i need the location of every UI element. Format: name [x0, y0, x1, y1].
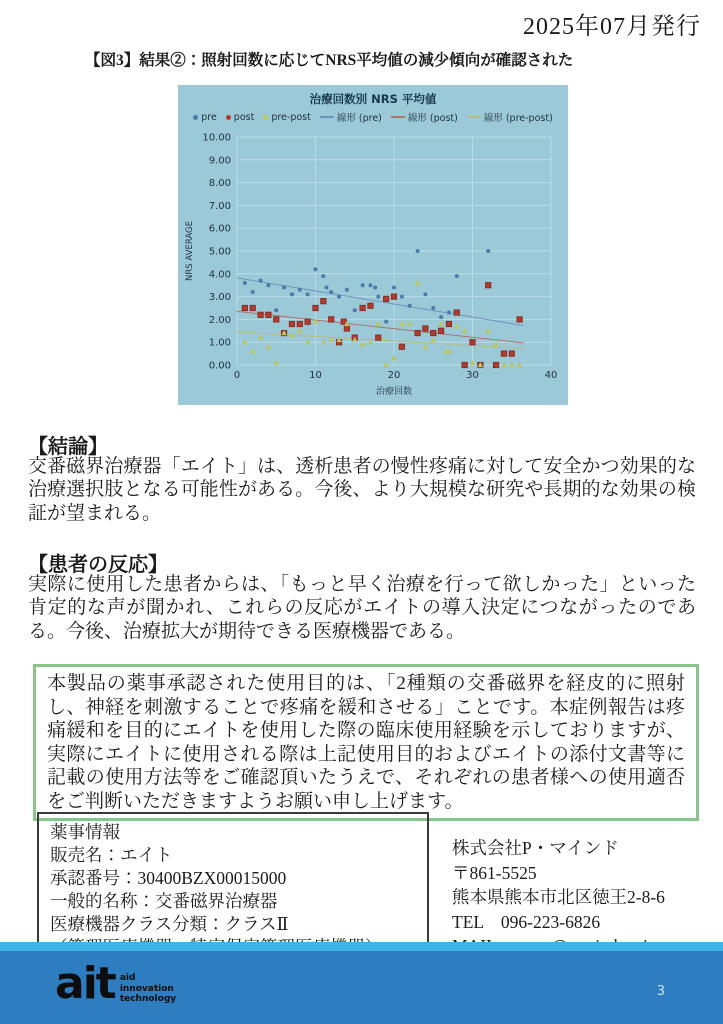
legend-label: post	[233, 111, 255, 123]
y-axis-title: NRS AVERAGE	[185, 220, 195, 282]
chart-point-pre-post	[266, 344, 272, 349]
chart-point-pre-post	[258, 335, 264, 340]
legend-marker-dot	[226, 115, 231, 120]
page-number: 3	[656, 984, 665, 999]
text-line: 医療機器クラス分類：クラスⅡ	[50, 914, 289, 935]
legend-item	[193, 112, 217, 123]
text-line: 熊本県熊本市北区徳王2-8-6	[452, 887, 665, 907]
chart-point-post	[486, 283, 491, 288]
chart-point-pre	[345, 288, 349, 292]
ait-logo	[55, 958, 177, 1009]
chart-point-pre	[321, 274, 325, 278]
text-line: 承認番号：30400BZX00015000	[50, 868, 287, 889]
chart-point-pre-post	[391, 355, 397, 360]
legend-label: 線形 (pre)	[336, 113, 382, 124]
figure-caption: 【図3】結果②：照射回数に応じてNRS平均値の減少傾向が確認された	[85, 52, 574, 69]
chart-point-post	[446, 321, 451, 326]
chart-point-post	[360, 305, 365, 310]
y-tick-label: 0.00	[208, 360, 231, 372]
text-line: innovation	[119, 983, 174, 994]
legend-marker-line	[391, 116, 405, 118]
legend-marker-dot	[263, 115, 268, 120]
y-tick-label: 8.00	[208, 178, 231, 190]
legend-label: 線形 (pre-post)	[483, 113, 553, 124]
legend-item	[467, 110, 553, 124]
y-tick-label: 2.00	[208, 314, 231, 326]
y-tick-label: 7.00	[208, 200, 231, 212]
chart-point-pre	[384, 320, 388, 324]
chart-point-pre	[290, 292, 294, 296]
chart-point-post	[438, 328, 443, 333]
chart-point-pre	[243, 281, 247, 285]
chart-point-post	[266, 312, 271, 317]
chart-point-pre-post	[423, 344, 429, 349]
chart-point-pre	[314, 267, 318, 271]
chart-point-post	[313, 305, 318, 310]
chart-point-pre	[408, 304, 412, 308]
section-heading-conclusion: 【結論】	[28, 436, 108, 458]
chart-point-pre	[431, 306, 435, 310]
chart-point-pre	[392, 285, 396, 289]
chart-point-post	[423, 326, 428, 331]
legend-marker-dot	[193, 115, 198, 120]
chart-point-pre-post	[297, 328, 303, 333]
legend-label: pre-post	[271, 111, 311, 123]
chart-point-post	[509, 351, 514, 356]
chart-point-post	[501, 351, 506, 356]
chart-point-pre-post	[415, 280, 421, 285]
chart-point-pre-post	[407, 321, 413, 326]
issue-date: 2025年07月発行	[523, 14, 701, 40]
chart-point-pre-post	[399, 321, 405, 326]
chart-point-post	[258, 312, 263, 317]
chart-point-post	[376, 335, 381, 340]
text-line: 一般的名称：交番磁界治療器	[50, 891, 278, 912]
ait-logo-wordmark: ait	[55, 958, 115, 1009]
chart-point-pre-post	[485, 328, 491, 333]
x-tick-label: 40	[544, 370, 558, 381]
chart-point-post	[297, 321, 302, 326]
y-tick-label: 9.00	[208, 155, 231, 167]
legend-label: 線形 (post)	[407, 113, 458, 124]
x-axis-title: 治療回数	[375, 387, 413, 397]
chart-point-pre	[259, 279, 263, 283]
chart-point-pre-post	[273, 360, 279, 365]
chart-point-pre	[439, 315, 443, 319]
chart-point-pre	[282, 285, 286, 289]
chart-point-pre	[274, 308, 278, 312]
chart-point-pre	[400, 295, 404, 299]
chart-point-pre	[373, 285, 377, 289]
chart-point-pre	[486, 249, 490, 253]
chart-point-post	[344, 326, 349, 331]
chart-point-pre-post	[430, 337, 436, 342]
chart-plot-area	[178, 124, 568, 409]
chart-point-post	[250, 305, 255, 310]
y-tick-label: 5.00	[208, 246, 231, 258]
chart-point-pre	[251, 290, 255, 294]
chart-point-post	[242, 305, 247, 310]
chart-point-pre	[376, 295, 380, 299]
chart-legend	[178, 110, 568, 124]
text-line: aid	[119, 973, 136, 984]
ait-logo-tagline	[120, 963, 176, 1004]
chart-point-pre-post	[250, 348, 256, 353]
chart-point-pre	[416, 249, 420, 253]
chart-point-pre	[298, 288, 302, 292]
chart-point-post	[391, 294, 396, 299]
text-line: 薬事情報	[50, 822, 120, 842]
chart-point-post	[470, 340, 475, 345]
trendline	[237, 278, 524, 326]
legend-marker-line	[467, 116, 481, 118]
chart-point-post	[431, 330, 436, 335]
chart-point-post	[305, 319, 310, 324]
text-line: 株式会社P・マインド	[452, 838, 619, 858]
nrs-chart	[178, 85, 568, 405]
chart-point-pre-post	[454, 323, 460, 328]
legend-item	[391, 110, 458, 124]
y-tick-label: 10.00	[202, 132, 231, 144]
chart-point-pre	[423, 292, 427, 296]
chart-point-pre-post	[462, 328, 468, 333]
text-line: 販売名：エイト	[50, 845, 173, 866]
chart-point-post	[368, 303, 373, 308]
chart-title: 治療回数別 NRS 平均値	[309, 92, 437, 106]
legend-item	[226, 112, 255, 123]
chart-point-pre-post	[376, 321, 382, 326]
legend-item	[320, 110, 382, 124]
chart-point-post	[329, 317, 334, 322]
text-line: 〒861-5525	[452, 862, 537, 883]
section-body-conclusion: 交番磁界治療器「エイト」は、透析患者の慢性疼痛に対して安全かつ効果的な治療選択肢となる可能性がある。今後、より大規模な研究や長期的な効果の検証が望まれる。	[28, 456, 696, 524]
chart-point-pre	[361, 283, 365, 287]
chart-point-pre-post	[470, 360, 476, 365]
chart-point-pre	[329, 290, 333, 294]
chart-point-post	[321, 298, 326, 303]
chart-point-post	[274, 317, 279, 322]
y-tick-label: 4.00	[208, 269, 231, 281]
chart-point-pre	[353, 308, 357, 312]
x-tick-label: 20	[387, 370, 401, 381]
chart-point-pre	[337, 295, 341, 299]
x-tick-label: 30	[466, 370, 479, 381]
chart-point-post	[289, 321, 294, 326]
chart-point-pre	[306, 292, 310, 296]
chart-point-post	[517, 317, 522, 322]
y-tick-label: 1.00	[208, 337, 231, 349]
section-heading-patient-reaction: 【患者の反応】	[28, 554, 168, 576]
chart-point-post	[462, 362, 467, 367]
chart-point-pre-post	[438, 321, 444, 326]
y-tick-label: 3.00	[208, 292, 231, 304]
chart-point-post	[454, 310, 459, 315]
chart-point-post	[383, 296, 388, 301]
chart-point-post	[493, 362, 498, 367]
chart-point-pre	[324, 285, 328, 289]
chart-point-post	[415, 330, 420, 335]
footer-accent-stripe	[0, 942, 723, 951]
legend-item	[263, 112, 311, 123]
x-tick-label: 10	[309, 370, 322, 381]
chart-point-pre	[266, 283, 270, 287]
regulatory-notice-box: 本製品の薬事承認された使用目的は、「2種類の交番磁界を経皮的に照射し、神経を刺激することで疼痛を緩和させる」ことです。本症例報告は疼痛緩和を目的にエイトを使用した際の臨床使用経験を示しておりますが、実際にエイトに使用される際は上記使用目的およびエイトの添付文書等に記載の使用方法等をご確認頂いたうえで、それぞれの患者様への使用適否をご判断いただきますようお願い申し上げます。	[33, 664, 699, 821]
company-contact-block	[452, 836, 665, 959]
y-tick-label: 6.00	[208, 223, 231, 235]
x-tick-label: 0	[233, 370, 241, 381]
legend-label: pre	[201, 111, 217, 123]
chart-point-pre	[455, 274, 459, 278]
text-line: technology	[119, 994, 177, 1005]
chart-point-post	[399, 344, 404, 349]
chart-point-pre	[447, 311, 451, 315]
text-line: TEL 096-223-6826	[452, 911, 601, 932]
chart-point-pre	[368, 283, 372, 287]
legend-marker-line	[320, 116, 334, 118]
section-body-patient-reaction: 実際に使用した患者からは、「もっと早く治療を行って欲しかった」といった肯定的な声が聞かれ、これらの反応がエイトの導入決定につながったのである。今後、治療拡大が期待できる医療機器である。	[28, 574, 696, 642]
